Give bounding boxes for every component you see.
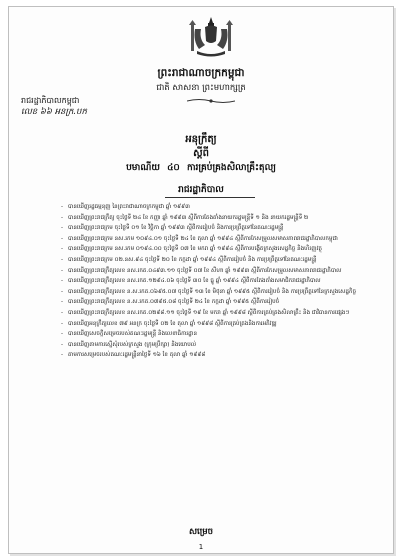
list-item: - បានឃើញព្រះរាជក្រឹត្យលេខ នស.រកត.០៤៩៣.១១ ចុះថ្ងៃទី ០៧ ខែ សីហា ឆ្នាំ ១៩៩៣ ស្តីពីការកែសម្រួលសមាសភាពរាជរដ្ឋាភិបាល [61, 267, 342, 274]
issuing-authority: រាជរដ្ឋាភិបាលកម្ពុជា [21, 96, 80, 105]
list-item: - បានឃើញព្រះរាជក្រឹត្យ ចុះថ្ងៃទី ២៤ ខែ កញ្ញា ឆ្នាំ ១៩៩៣ ស្តីពីការតែងតាំងនាយករដ្ឋមន្ត្រីទី ១ និង នាយករដ្ឋមន្ត្រីទី ២ [61, 214, 309, 221]
document-page [8, 6, 394, 554]
bullet-icon: - [61, 299, 64, 306]
list-item: - បានឃើញព្រះរាជក្រម ០២.នស.៩៤ ចុះថ្ងៃទី ២០ ខែ កក្កដា ឆ្នាំ ១៩៩៤ ស្តីពីការរៀបចំ និង ការប្រព្រឹត្តទៅនៃគណៈរដ្ឋមន្ត្រី [61, 256, 317, 263]
list-item: - បានឃើញរដ្ឋធម្មនុញ្ញ នៃព្រះរាជាណាចក្រកម្ពុជា ឆ្នាំ ១៩៩៣ [61, 204, 190, 210]
list-item: - បានឃើញព្រះរាជក្រឹត្យលេខ នស.រកត.០២៩៨.១១ ចុះថ្ងៃទី ១៩ ខែ មករា ឆ្នាំ ១៩៩៨ ស្តីពីការគ្រប់គ្រងសិលាគ្រឹះ និង ជាវិធានការផ្សេងៗ [61, 309, 350, 316]
government-heading: រាជរដ្ឋាភិបាល [178, 185, 224, 195]
document-type: អនុក្រឹត្យ [185, 134, 217, 145]
bullet-icon: - [61, 331, 64, 338]
list-item: - បានឃើញតាមការស្នើសុំរបស់ក្រសួង (ក្រុមប្រឹក្សា) និងយោបល់ [61, 341, 197, 348]
divider-ornament-icon [187, 98, 235, 104]
list-item: - តាមការសម្រេចរបស់គណៈរដ្ឋមន្ត្រីនាថ្ងៃទី ១៦ ខែ តុលា ឆ្នាំ ១៩៩៨ [61, 352, 206, 359]
list-item: - បានឃើញសេចក្តីសម្រេចរបស់គណៈរដ្ឋមន្ត្រី និងលេខាធិការដ្ឋាន [61, 331, 198, 338]
bullet-icon: - [61, 352, 64, 359]
bullet-icon: - [61, 309, 64, 316]
list-item: - បានឃើញអនុក្រឹត្យលេខ ៧៩ អនក្រ ចុះថ្ងៃទី ០២ ខែ តុលា ឆ្នាំ ១៩៩៨ ស្តីពីការគ្រប់គ្រងនិងការអភិវឌ្ឍ [61, 320, 277, 327]
list-item: - បានឃើញព្រះរាជក្រម នស.រកម ១០៩៤.០១ ចុះថ្ងៃទី ២៤ ខែ តុលា ឆ្នាំ ១៩៩៤ ស្តីពីការកែសម្រួលសមាសភាពរាជរដ្ឋាភិបាលកម្ពុជា [61, 235, 338, 242]
list-item: - បានឃើញព្រះរាជក្រឹត្យលេខ ន.ស.រកត.០៧៩៥.០៨ ចុះថ្ងៃទី ២៤ ខែ កក្កដា ឆ្នាំ ១៩៩៥ ស្តីពីការរៀបចំ [61, 299, 280, 306]
bullet-icon: - [61, 225, 64, 232]
heading-underline [165, 197, 255, 198]
bullet-icon: - [61, 341, 64, 348]
bullet-icon: - [61, 278, 64, 285]
list-item: - បានឃើញព្រះរាជក្រម នស.រកម ០១៩៤.០០ ចុះថ្ងៃទី ០៧ ខែ មករា ឆ្នាំ ១៩៩៤ ស្តីពីការបង្កើតក្រសួងសេដ្ឋកិច្ច និងហិរញ្ញវត្ថុ [61, 246, 322, 253]
kingdom-name: ព្រះរាជាណាចក្រកម្ពុជា [157, 67, 245, 79]
bullet-icon: - [61, 246, 64, 253]
reference-number: លេខ ៦៦ អនក្រ.បក [21, 107, 87, 117]
decision-heading: សម្រេច [188, 527, 214, 537]
page-number: 1 [198, 543, 204, 551]
bullet-icon: - [61, 320, 64, 327]
list-item: - បានឃើញព្រះរាជក្រឹត្យលេខ នស.រកត.១២៩៤.០៦ ចុះថ្ងៃទី ៣០ ខែ ធ្នូ ឆ្នាំ ១៩៩៤ ស្តីពីការតែងតាំងសមាជិករាជរដ្ឋាភិបាល [61, 278, 321, 285]
royal-coat-of-arms-icon [185, 15, 237, 59]
legal-references-list [61, 203, 379, 362]
national-motto: ជាតិ សាសនា ព្រះមហាក្សត្រ [156, 83, 246, 93]
document-title: បមាណីយ ៤០ ការគ្រប់គ្រងសិលាគ្រឹះតុល្យ [126, 163, 276, 173]
bullet-icon: - [61, 267, 64, 274]
bullet-icon: - [61, 288, 64, 295]
title-connector: ស្តីពី [193, 148, 209, 159]
bullet-icon: - [61, 204, 64, 210]
bullet-icon: - [61, 256, 64, 263]
list-item: - បានឃើញព្រះរាជក្រម ចុះថ្ងៃទី ០១ ខែ វិច្ឆិកា ឆ្នាំ ១៩៩៣ ស្តីពីការរៀបចំ និងការប្រព្រឹត្តទៅនៃគណៈរដ្ឋមន្ត្រី [61, 225, 284, 232]
bullet-icon: - [61, 235, 64, 242]
list-item: - បានឃើញព្រះរាជក្រឹត្យលេខ ន.ស.រកត.០៦៩៥.០៧ ចុះថ្ងៃទី ១៣ ខែ មិថុនា ឆ្នាំ ១៩៩៥ ស្តីពីការរៀបចំ និង ការប្រព្រឹត្តទៅនៃក្រសួងសេដ្ឋកិច្ច [61, 288, 357, 295]
bullet-icon: - [61, 214, 64, 221]
